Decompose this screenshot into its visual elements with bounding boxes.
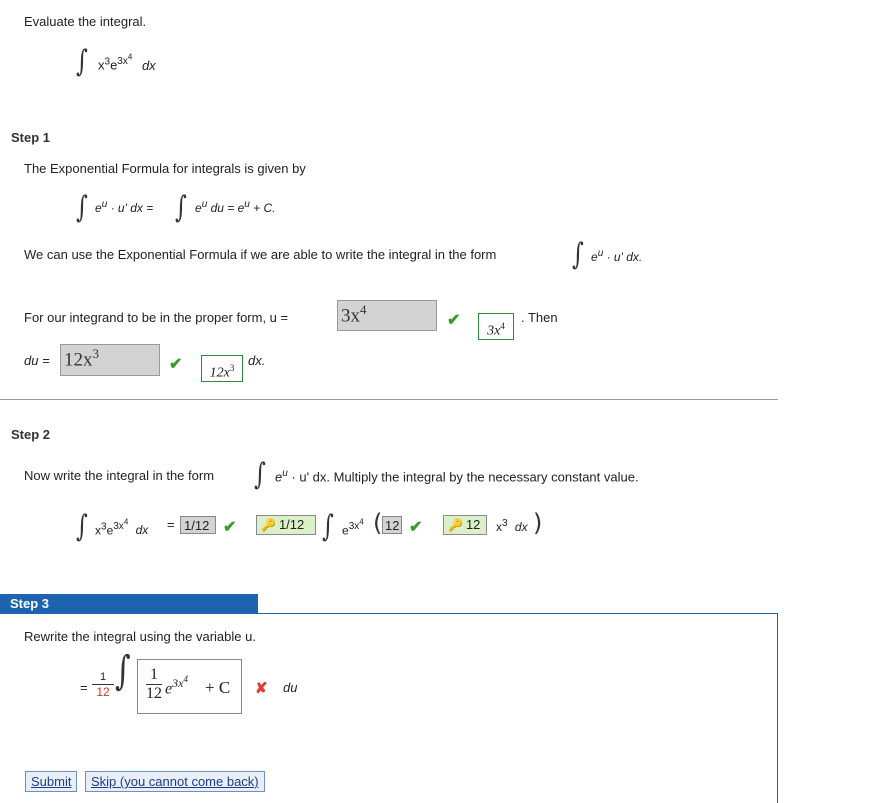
integral-sign: ∫ bbox=[76, 44, 88, 79]
close-paren: ) bbox=[533, 509, 543, 537]
step2-lhs-integrand: $x^3e^{3x^4}$ dx bbox=[95, 518, 149, 538]
exponential-formula-lhs: $e^u \cdot u'$ dx = bbox=[95, 199, 154, 215]
problem-integrand: $x^3e^{3x^4}$ dx bbox=[98, 53, 156, 73]
du-variable: du bbox=[283, 680, 298, 695]
step2-instruction-form: $e^u \cdot u'$ dx. Multiply the integral by the necessary constant value. bbox=[275, 468, 639, 485]
factor-input[interactable]: 12 bbox=[382, 516, 402, 534]
step3-label: Step 3 bbox=[0, 594, 258, 614]
integral-sign: ∫ bbox=[254, 457, 266, 492]
u-correct-answer: $3x^4$ bbox=[478, 313, 514, 340]
skip-button[interactable]: Skip (you cannot come back) bbox=[85, 771, 265, 792]
step2-label: Step 2 bbox=[11, 427, 51, 442]
step2-tail: $x^3$ dx bbox=[496, 518, 528, 534]
du-suffix: dx. bbox=[248, 353, 266, 368]
integral-sign: ∫ bbox=[115, 648, 131, 694]
check-icon: ✔ bbox=[409, 519, 423, 536]
constant-input[interactable]: 1/12 bbox=[180, 516, 216, 534]
check-icon: ✔ bbox=[169, 356, 183, 373]
equals-sign: = bbox=[167, 517, 175, 532]
integral-sign: ∫ bbox=[76, 509, 88, 544]
integral-sign: ∫ bbox=[175, 190, 187, 225]
integral-sign: ∫ bbox=[572, 237, 584, 272]
factor-key-answer[interactable]: 🔑 12 bbox=[443, 515, 487, 535]
step2-inner-exponential: $e^{3x^4}$ bbox=[342, 518, 364, 538]
equals-sign: = bbox=[80, 680, 88, 695]
step1-form-sentence: We can use the Exponential Formula if we are able to write the integral in the form bbox=[24, 247, 497, 262]
step3-instruction: Rewrite the integral using the variable u. bbox=[24, 629, 256, 644]
error-x-icon: ✘ bbox=[255, 680, 268, 697]
form-expression: $e^u \cdot u'$ dx. bbox=[591, 248, 643, 264]
du-input[interactable]: $12x^3$ bbox=[60, 344, 160, 376]
check-icon: ✔ bbox=[223, 519, 237, 536]
then-text: . Then bbox=[521, 310, 558, 325]
integral-sign: ∫ bbox=[322, 509, 334, 544]
integral-sign: ∫ bbox=[76, 190, 88, 225]
step1-formula-intro: The Exponential Formula for integrals is given by bbox=[24, 161, 306, 176]
step3-answer-input[interactable]: 1 12 $e^{3x^4}$ + C bbox=[137, 659, 242, 714]
check-icon: ✔ bbox=[447, 312, 461, 329]
step1-label: Step 1 bbox=[11, 130, 51, 145]
u-sentence: For our integrand to be in the proper form, u = bbox=[24, 310, 289, 325]
open-paren: ( bbox=[373, 509, 383, 537]
section-divider bbox=[0, 399, 778, 400]
du-correct-answer: $12x^3$ bbox=[201, 355, 243, 382]
constant-key-answer[interactable]: 🔑 1/12 bbox=[256, 515, 316, 535]
submit-button[interactable]: Submit bbox=[25, 771, 77, 792]
du-label: du = bbox=[24, 353, 50, 368]
key-icon: 🔑 bbox=[448, 518, 463, 532]
problem-prompt: Evaluate the integral. bbox=[24, 14, 147, 29]
key-icon: 🔑 bbox=[261, 518, 276, 532]
u-input[interactable]: $3x^4$ bbox=[337, 300, 437, 331]
step3-fraction: 1 12 bbox=[92, 670, 114, 700]
step2-instruction: Now write the integral in the form bbox=[24, 468, 215, 483]
exponential-formula-rhs: $e^u$ du = $e^u + C$. bbox=[195, 199, 276, 215]
